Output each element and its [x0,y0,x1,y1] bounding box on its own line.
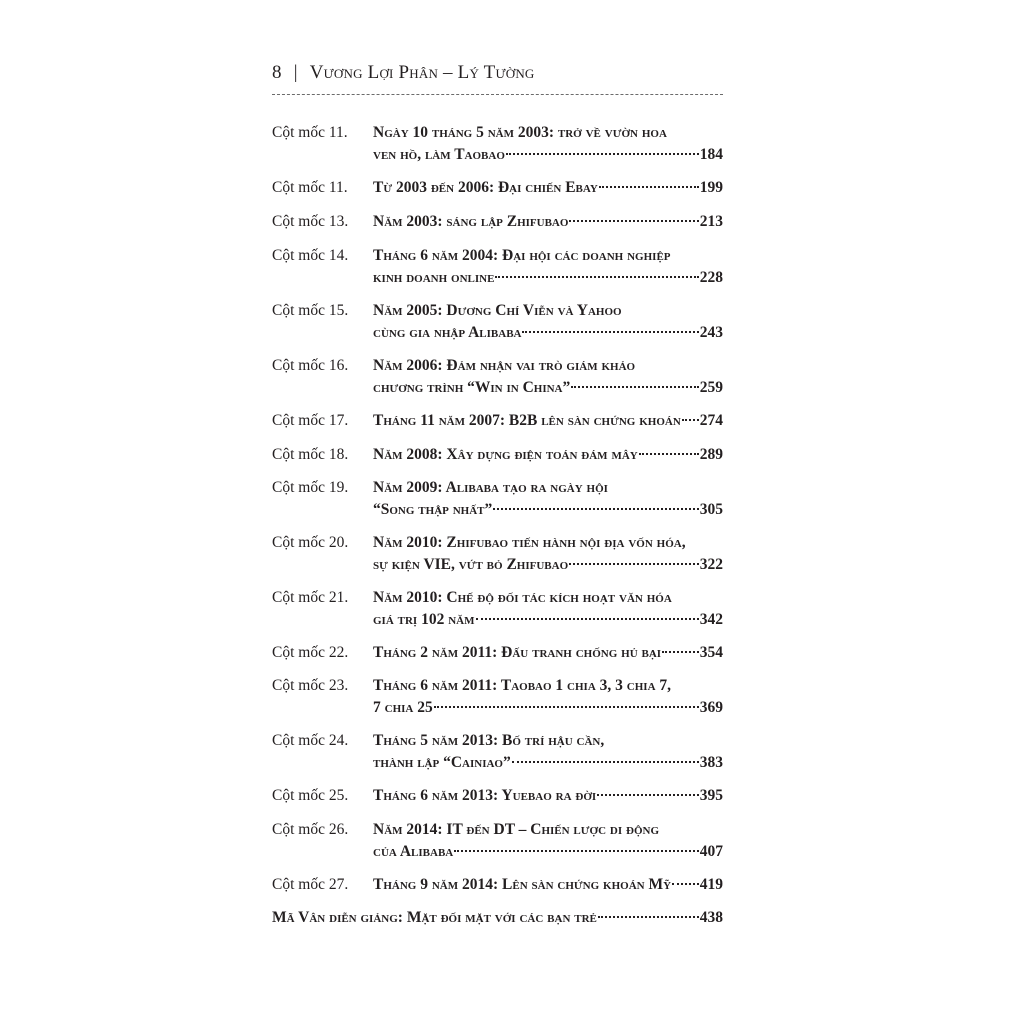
toc-entry [272,819,723,862]
dot-leader [662,651,699,653]
dot-leader [569,563,699,565]
toc-page-number: 322 [699,555,723,573]
toc-page-number: 213 [699,213,723,230]
toc-entry-body [373,730,723,773]
toc-entry-title: thành lập “Cainiao” [373,753,511,771]
toc-entry-label: Cột mốc 20. [272,534,349,551]
dot-leader [682,419,699,421]
toc-entry-title: sự kiện VIE, vứt bỏ Zhifubao [373,555,569,573]
toc-entry-line [373,477,723,499]
toc-entry-title: chương trình “Win in China” [373,378,571,396]
dot-leader [476,618,699,620]
toc-entry-title: kinh doanh online [373,268,495,286]
toc-entry-title: Năm 2006: Đảm nhận vai trò giám khảo [373,357,636,374]
dot-leader [672,883,699,885]
toc-entry [272,444,723,466]
toc-entry-line [373,697,723,719]
toc-entry-line [373,874,723,896]
toc-entry-body [373,177,723,199]
toc-page-number: 354 [699,644,723,661]
toc-entry-body [373,819,723,862]
dot-leader [454,850,699,852]
toc-page-number: 369 [699,698,723,716]
toc-entry-label: Cột mốc 11. [272,179,348,196]
toc-entry-line [373,410,723,432]
toc-entry [272,532,723,575]
toc-entry-line [373,554,723,576]
toc-entry-body [373,211,723,233]
toc-entry [272,675,723,718]
dot-leader [495,276,698,278]
toc-page-number: 184 [699,145,723,163]
toc-entry-title: Từ 2003 đến 2006: Đại chiến Ebay [373,179,598,196]
toc-entry-title: Tháng 6 năm 2013: Yuebao ra đời [373,787,597,804]
toc-page-number: 407 [699,842,723,860]
toc-entry [272,245,723,288]
toc-entry-title: Mã Vân diễn giảng: Mặt đối mặt với các bạn trẻ [272,909,597,926]
toc-entry-label: Cột mốc 11. [272,124,348,141]
toc-entry-label: Cột mốc 26. [272,821,349,838]
toc-entry-title: Năm 2005: Dương Chí Viễn và Yahoo [373,302,622,319]
toc-entry-title: Tháng 9 năm 2014: Lên sàn chứng khoán Mỹ [373,876,672,893]
toc-page-number: 274 [699,412,723,429]
toc-entry-line [373,355,723,377]
toc-entry-body [373,675,723,718]
toc-entry-title: Tháng 5 năm 2013: Bố trí hậu cần, [373,732,605,749]
toc-entry-body [373,355,723,398]
toc-entry-line [373,675,723,697]
toc-page-number: 438 [699,909,723,926]
toc-entry-line [373,122,723,144]
toc-entry-body [373,587,723,630]
toc-entry-label: Cột mốc 27. [272,876,349,893]
toc-entry-line [373,300,723,322]
toc-page-number: 383 [699,753,723,771]
toc-entry-label: Cột mốc 18. [272,446,349,463]
page-number: 8 [272,62,282,83]
toc-entry-body [373,444,723,466]
toc-page-number: 259 [699,378,723,396]
toc-entry-line [373,211,723,233]
toc-page-number: 419 [699,876,723,893]
toc-entry-line [373,377,723,399]
toc-entry-body [373,785,723,807]
toc-entry-body [272,907,723,929]
toc-entry-title: giá trị 102 năm [373,610,475,628]
toc-entry-line [373,587,723,609]
toc-entry-body [373,532,723,575]
toc-entry [272,355,723,398]
toc-page-number: 243 [699,323,723,341]
toc-entry-label: Cột mốc 21. [272,589,349,606]
toc-entry-line [373,499,723,521]
dot-leader [493,508,698,510]
toc-entry-label: Cột mốc 14. [272,247,349,264]
toc-entry-line [373,532,723,554]
toc-entry-title: Năm 2010: Chế độ đối tác kích hoạt văn hóa [373,589,672,606]
toc-entry [272,587,723,630]
toc-entry-body [373,642,723,664]
toc-entry [272,907,723,929]
toc-entry-title: Năm 2009: Alibaba tạo ra ngày hội [373,479,608,496]
toc-entry-line [373,322,723,344]
toc-entry-line [373,642,723,664]
running-title: Vương Lợi Phân – Lý Tường [309,62,535,83]
toc-entry-line [373,177,723,199]
dot-leader [597,794,699,796]
toc-page-number: 199 [699,179,723,196]
page-header [272,62,722,88]
toc-entry-line [373,785,723,807]
toc-entry-body [373,122,723,165]
dot-leader [569,220,698,222]
toc-entry-title: Tháng 11 năm 2007: B2B lên sàn chứng khoán [373,412,681,429]
toc-entry-body [373,874,723,896]
toc-entry-body [373,245,723,288]
toc-entry [272,177,723,199]
toc-entry-title: của Alibaba [373,842,454,860]
toc-entry-line [373,730,723,752]
toc-entry-line [373,267,723,289]
toc-entry-title: Năm 2010: Zhifubao tiến hành nội địa vốn hóa, [373,534,686,551]
toc-entry-line [373,144,723,166]
toc-entry-body [373,477,723,520]
toc-entry [272,477,723,520]
toc-entry-title: Ngày 10 tháng 5 năm 2003: trở về vườn hoa [373,124,667,141]
toc-entry-title: cùng gia nhập Alibaba [373,323,522,341]
toc-entry [272,730,723,773]
toc-entry-label: Cột mốc 13. [272,213,349,230]
dot-leader [506,153,699,155]
toc-entry-line [373,841,723,863]
toc-entry-label: Cột mốc 22. [272,644,349,661]
toc-entry-title: Năm 2008: Xây dựng điện toán đám mây [373,446,638,463]
dot-leader [522,331,698,333]
toc-entry-line [373,752,723,774]
toc-page-number: 342 [699,610,723,628]
toc-entry-body [373,410,723,432]
toc-entry-title: “Song thập nhất” [373,500,493,518]
toc-entry-title: Tháng 2 năm 2011: Đấu tranh chống hủ bại [373,644,662,661]
toc-entry-line [272,907,723,929]
toc-entry-body [373,300,723,343]
dot-leader [571,386,699,388]
toc-entry-line [373,609,723,631]
dot-leader [639,453,699,455]
toc-entry-label: Cột mốc 19. [272,479,349,496]
toc-entry-label: Cột mốc 23. [272,677,349,694]
toc-entry-title: ven hồ, làm Taobao [373,145,505,163]
toc-page-number: 305 [699,500,723,518]
toc-entry-label: Cột mốc 25. [272,787,349,804]
dot-leader [512,761,699,763]
toc-entry-label: Cột mốc 15. [272,302,349,319]
toc-entry [272,300,723,343]
toc-entry [272,211,723,233]
toc-entry-line [373,819,723,841]
toc-entry-title: Năm 2014: IT đến DT – Chiến lược di động [373,821,660,838]
dot-leader [599,186,699,188]
toc-page-number: 228 [699,268,723,286]
toc-entry-title: Năm 2003: sáng lập Zhifubao [373,213,569,230]
toc-entry-title: 7 chia 25 [373,698,433,716]
header-separator: | [293,62,298,83]
dot-leader [434,706,699,708]
toc-page-number: 395 [699,787,723,804]
toc-entry [272,410,723,432]
toc-entry [272,785,723,807]
header-dashed-rule [272,94,723,95]
toc-entry-label: Cột mốc 24. [272,732,349,749]
toc-entry-label: Cột mốc 17. [272,412,349,429]
toc-entry-title: Tháng 6 năm 2011: Taobao 1 chia 3, 3 chia 7, [373,677,672,694]
toc-entry [272,122,723,165]
toc-page-number: 289 [699,446,723,463]
toc-entry [272,642,723,664]
toc-entry-title: Tháng 6 năm 2004: Đại hội các doanh nghiệp [373,247,671,264]
toc-entry [272,874,723,896]
toc-entry-line [373,444,723,466]
toc-entry-label: Cột mốc 16. [272,357,349,374]
toc-entry-line [373,245,723,267]
dot-leader [598,916,699,918]
